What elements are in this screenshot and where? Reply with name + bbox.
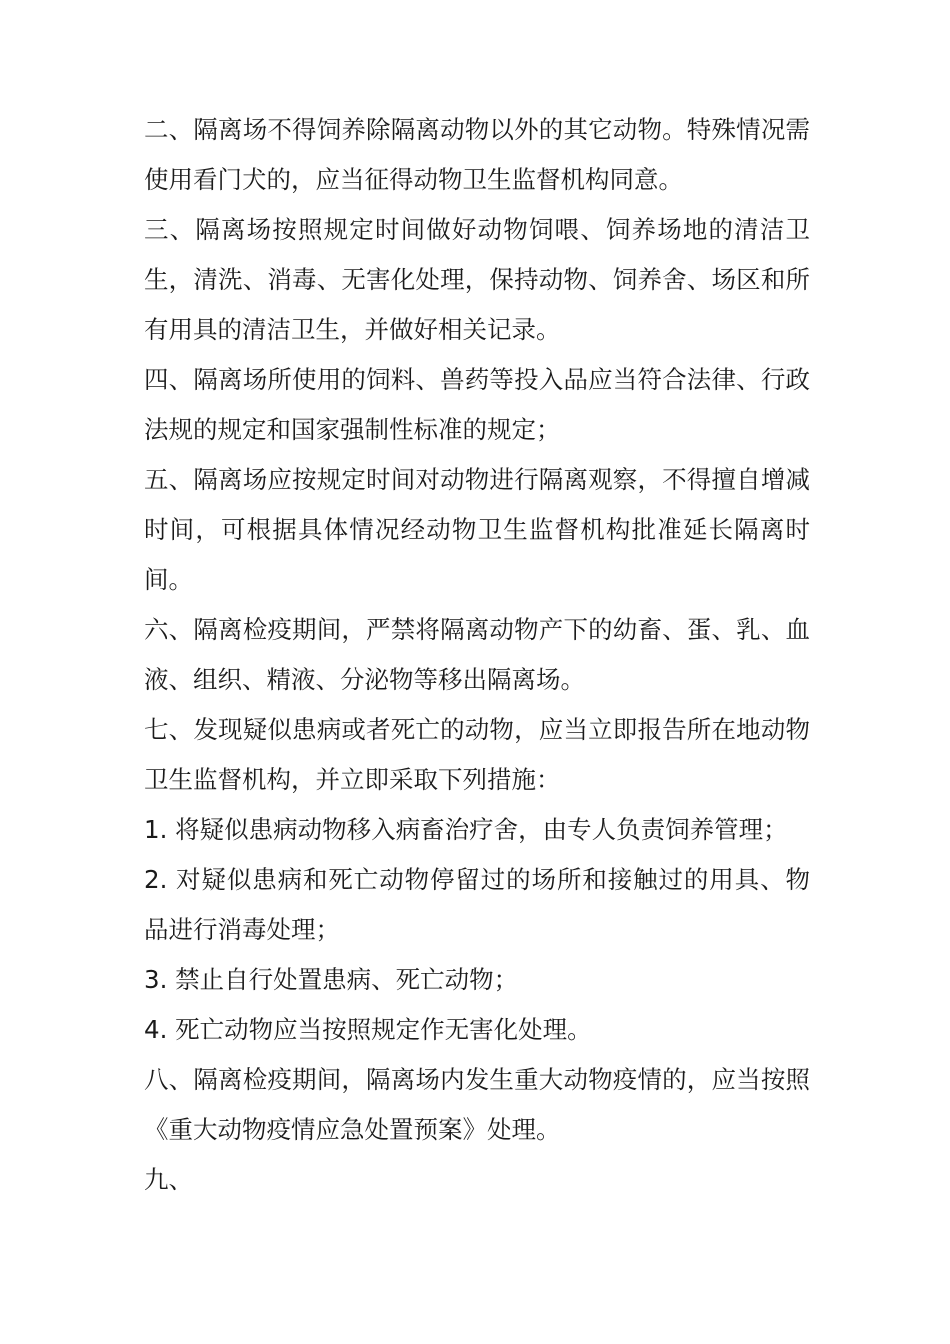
document-body xyxy=(144,105,810,1205)
paragraph-item-4: 四、隔离场所使用的饲料、兽药等投入品应当符合法律、行政法规的规定和国家强制性标准的规定； xyxy=(144,365,810,444)
paragraph-item-7: 七、发现疑似患病或者死亡的动物，应当立即报告所在地动物卫生监督机构，并立即采取下列措施： xyxy=(144,715,810,794)
paragraph-item-9: 九、 xyxy=(144,1165,193,1194)
measure-item-3: 3. 禁止自行处置患病、死亡动物； xyxy=(144,965,519,994)
paragraph-item-3: 三、隔离场按照规定时间做好动物饲喂、饲养场地的清洁卫生，清洗、消毒、无害化处理，保持动物、饲养舍、场区和所有用具的清洁卫生，并做好相关记录。 xyxy=(144,215,810,344)
measure-item-2: 2. 对疑似患病和死亡动物停留过的场所和接触过的用具、物品进行消毒处理； xyxy=(144,865,810,944)
measure-item-1: 1. 将疑似患病动物移入病畜治疗舍，由专人负责饲养管理； xyxy=(144,815,788,844)
paragraph-item-6: 六、隔离检疫期间，严禁将隔离动物产下的幼畜、蛋、乳、血液、组织、精液、分泌物等移出隔离场。 xyxy=(144,615,810,694)
paragraph-item-8: 八、隔离检疫期间，隔离场内发生重大动物疫情的，应当按照《重大动物疫情应急处置预案》处理。 xyxy=(144,1065,810,1144)
measure-item-4: 4. 死亡动物应当按照规定作无害化处理。 xyxy=(144,1015,592,1044)
paragraph-item-2: 二、隔离场不得饲养除隔离动物以外的其它动物。特殊情况需使用看门犬的，应当征得动物卫生监督机构同意。 xyxy=(144,115,810,194)
paragraph-item-5: 五、隔离场应按规定时间对动物进行隔离观察，不得擅自增减时间，可根据具体情况经动物卫生监督机构批准延长隔离时间。 xyxy=(144,465,810,594)
